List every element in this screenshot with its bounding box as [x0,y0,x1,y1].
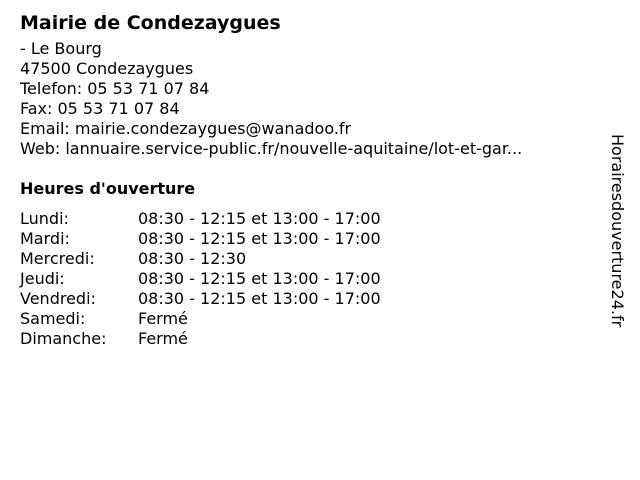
fax-line: Fax: 05 53 71 07 84 [20,99,180,118]
opening-hours-heading: Heures d'ouverture [20,179,196,198]
address-city: 47500 Condezaygues [20,59,194,78]
day-label: Samedi: [20,309,86,328]
hours-value: 08:30 - 12:15 et 13:00 - 17:00 [138,209,381,228]
hours-row-tuesday [20,229,600,249]
hours-row-wednesday [20,249,600,269]
hours-value: 08:30 - 12:15 et 13:00 - 17:00 [138,269,381,288]
web-line: Web: lannuaire.service-public.fr/nouvelle-aquitaine/lot-et-gar... [20,139,523,158]
business-name: Mairie de Condezaygues [20,12,281,34]
business-card [20,9,600,349]
email-line: Email: mairie.condezaygues@wanadoo.fr [20,119,352,138]
hours-row-sunday [20,329,600,349]
day-label: Jeudi: [20,269,65,288]
hours-row-monday [20,209,600,229]
day-label: Mercredi: [20,249,95,268]
opening-hours-table [20,209,600,349]
day-label: Mardi: [20,229,70,248]
hours-value: Fermé [138,309,188,328]
day-label: Dimanche: [20,329,107,348]
hours-row-saturday [20,309,600,329]
hours-row-thursday [20,269,600,289]
phone-line: Telefon: 05 53 71 07 84 [20,79,210,98]
hours-value: 08:30 - 12:30 [138,249,247,268]
day-label: Vendredi: [20,289,96,308]
hours-value: Fermé [138,329,188,348]
site-watermark: Horairesdouverture24.fr [608,134,627,328]
day-label: Lundi: [20,209,69,228]
hours-value: 08:30 - 12:15 et 13:00 - 17:00 [138,289,381,308]
hours-row-friday [20,289,600,309]
address-street: - Le Bourg [20,39,102,58]
hours-value: 08:30 - 12:15 et 13:00 - 17:00 [138,229,381,248]
